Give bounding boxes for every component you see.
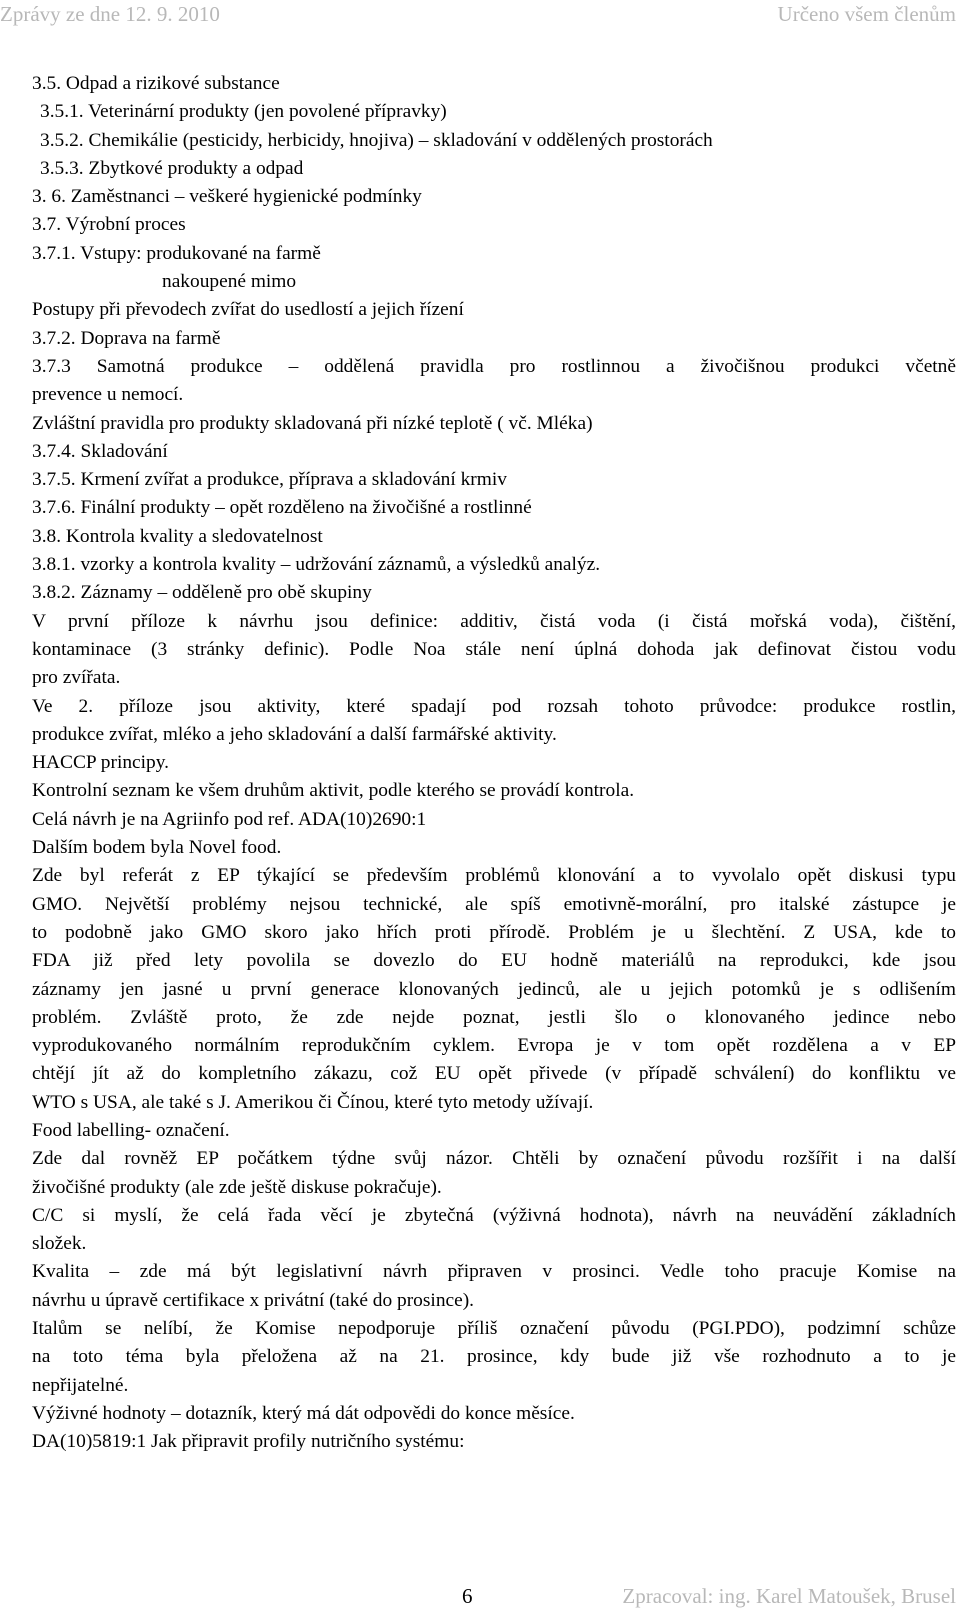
- text-line: Celá návrh je na Agriinfo pod ref. ADA(10)2690:1: [32, 808, 427, 830]
- header-audience: Určeno všem členům: [777, 2, 956, 26]
- text-line: 3.7.4. Skladování: [32, 440, 168, 462]
- text-line: nakoupené mimo: [162, 271, 297, 293]
- text-line: V první příloze k návrhu jsou definice: additiv, čistá voda (i čistá mořská voda), čištění,: [32, 610, 956, 632]
- document-body: [32, 70, 956, 1457]
- text-line: 3.7.3 Samotná produkce – oddělená pravidla pro rostlinnou a živočišnou produkci včetně: [32, 355, 956, 377]
- text-line: 3.7.5. Krmení zvířat a produkce, příprava a skladování krmiv: [32, 469, 507, 491]
- text-line: Kontrolní seznam ke všem druhům aktivit, podle kterého se provádí kontrola.: [32, 780, 635, 802]
- text-line: FDA již před lety povolila se dovezlo do EU hodně materiálů na reprodukci, kde jsou: [32, 950, 956, 972]
- text-line: 3.8. Kontrola kvality a sledovatelnost: [32, 525, 323, 547]
- text-line: Zde byl referát z EP týkající se především problémů klonování a to vyvolalo opět diskusi typu: [32, 865, 956, 887]
- text-line: problém. Zvláště proto, že zde nejde poznat, jestli šlo o klonovaného jedince nebo: [32, 1006, 956, 1028]
- text-line: to podobně jako GMO skoro jako hřích proti přírodě. Problém je u šlechtění. Z USA, kde to: [32, 921, 956, 943]
- text-line: Zvláštní pravidla pro produkty skladovaná při nízké teplotě ( vč. Mléka): [32, 412, 593, 434]
- text-line: Kvalita – zde má být legislativní návrh připraven v prosinci. Vedle toho pracuje Komise na: [32, 1261, 956, 1283]
- text-line: Dalším bodem byla Novel food.: [32, 837, 282, 859]
- text-line: záznamy jen jasné u první generace klonovaných jedinců, ale u jejich potomků je s odlišením: [32, 978, 956, 1000]
- text-line: živočišné produkty (ale zde ještě diskuse pokračuje).: [32, 1176, 442, 1198]
- text-line: návrhu u úpravě certifikace x privátní (také do prosince).: [32, 1289, 475, 1311]
- text-line: 3.5.1. Veterinární produkty (jen povolené přípravky): [40, 101, 447, 123]
- text-line: Výživné hodnoty – dotazník, který má dát odpovědi do konce měsíce.: [32, 1402, 575, 1424]
- text-line: Postupy při převodech zvířat do usedlostí a jejich řízení: [32, 299, 464, 321]
- text-line: 3.5.2. Chemikálie (pesticidy, herbicidy, hnojiva) – skladování v oddělených prostorách: [40, 129, 713, 151]
- text-line: nepřijatelné.: [32, 1374, 129, 1396]
- text-line: na toto téma byla přeložena až na 21. prosince, kdy bude již vše rozhodnuto a to je: [32, 1346, 956, 1368]
- text-line: vyprodukovaného normálním reprodukčním cyklem. Evropa je v tom opět rozdělena a v EP: [32, 1035, 956, 1057]
- text-line: kontaminace (3 stránky definic). Podle Noa stále není úplná dohoda jak definovat čistou vodu: [32, 638, 956, 660]
- text-line: 3.7.2. Doprava na farmě: [32, 327, 221, 349]
- text-line: složek.: [32, 1233, 87, 1255]
- text-line: Zde dal rovněž EP počátkem týdne svůj názor. Chtěli by označení původu rozšířit i na další: [32, 1148, 956, 1170]
- text-line: Italům se nelíbí, že Komise nepodporuje příliš označení původu (PGI.PDO), podzimní schůze: [32, 1318, 956, 1340]
- text-line: chtějí jít až do kompletního zákazu, což EU opět přivede (v případě schválení) do konfliktu ve: [32, 1063, 956, 1085]
- text-line: 3.7.1. Vstupy: produkované na farmě: [32, 242, 321, 264]
- text-line: Ve 2. příloze jsou aktivity, které spadají pod rozsah tohoto průvodce: produkce rostlin,: [32, 695, 956, 717]
- text-line: 3.8.2. Záznamy – odděleně pro obě skupiny: [32, 582, 372, 604]
- text-line: HACCP principy.: [32, 752, 169, 774]
- text-line: pro zvířata.: [32, 667, 121, 689]
- text-line: prevence u nemocí.: [32, 384, 184, 406]
- footer-author: Zpracoval: ing. Karel Matoušek, Brusel: [622, 1584, 956, 1608]
- text-line: produkce zvířat, mléko a jeho skladování a další farmářské aktivity.: [32, 723, 557, 745]
- page-number: 6: [462, 1584, 473, 1608]
- text-line: 3.8.1. vzorky a kontrola kvality – udržování záznamů, a výsledků analýz.: [32, 554, 601, 576]
- text-line: Food labelling- označení.: [32, 1119, 230, 1141]
- text-line: C/C si myslí, že celá řada věcí je zbytečná (výživná hodnota), návrh na neuvádění základních: [32, 1204, 956, 1226]
- text-line: 3.5.3. Zbytkové produkty a odpad: [40, 157, 304, 179]
- text-line: DA(10)5819:1 Jak připravit profily nutričního systému:: [32, 1431, 465, 1453]
- text-line: GMO. Největší problémy nejsou technické, ale spíš emotivně-morální, pro italské zástupce je: [32, 893, 956, 915]
- text-line: 3.5. Odpad a rizikové substance: [32, 73, 280, 94]
- header-date: Zprávy ze dne 12. 9. 2010: [0, 2, 220, 26]
- text-line: 3. 6. Zaměstnanci – veškeré hygienické podmínky: [32, 186, 422, 208]
- text-line: 3.7.6. Finální produkty – opět rozděleno na živočišné a rostlinné: [32, 497, 532, 519]
- text-line: 3.7. Výrobní proces: [32, 214, 186, 236]
- text-line: WTO s USA, ale také s J. Amerikou či Čínou, které tyto metody užívají.: [32, 1091, 594, 1113]
